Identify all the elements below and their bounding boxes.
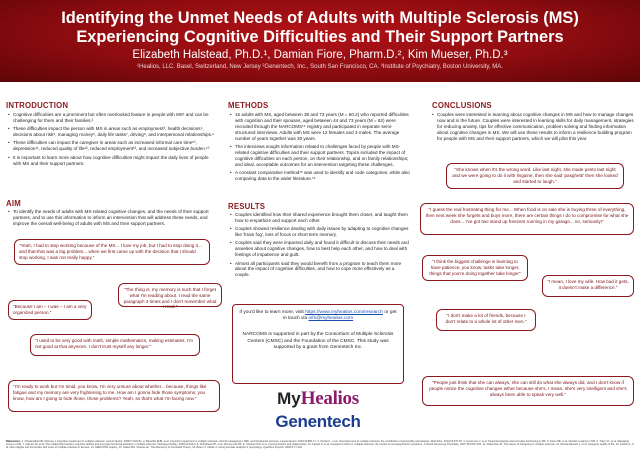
introduction-list xyxy=(8,112,216,169)
list-item: • Almost all participants said they would benefit from a program to teach them more about the impact of cognitive difficulties, and how to cope more effectively as a couple. xyxy=(230,261,410,279)
conclusions-list xyxy=(432,112,634,144)
genentech-logo: Genentech xyxy=(275,412,361,431)
contact-text xyxy=(239,310,397,322)
title-banner xyxy=(0,0,640,82)
quote-box: "I used to be very good with math, simple mathematics, making estimates. I'm not good at that anymore, I don't trust myself any longer." xyxy=(30,334,200,356)
contact-info-box xyxy=(232,304,404,384)
healios-logo xyxy=(248,388,388,410)
quote-box: "I'm ready to work but I'm timid, you know, I'm very unsure about whether... because, things like fatigue and my memory are very frightening to me. How am I gonna hide those symptoms, you know, how am I going to hide those, those problems? Yeah, so that's what I'm facing now." xyxy=(8,380,220,412)
methods-list xyxy=(230,112,410,184)
quote-box: "The thing is, my memory is such that I forget what I'm reading about. I read the same paragraph 3 times and I don't remember what I read." xyxy=(118,283,222,307)
list-item: • A constant comparative method¹⁵ was used to identify and code categories, while also comparing data to the wider literature.¹⁶ xyxy=(230,170,410,182)
healios-logo-prefix: My xyxy=(277,389,301,408)
list-item: • Couples said they were impacted daily and found it difficult to discuss their needs and anxieties about cognitive changes, how to best help each other, and how to deal with feelings of impatience and guilt. xyxy=(230,240,410,258)
references-label: References: xyxy=(6,440,21,443)
quote-box: "I don't make a lot of friends, because I don't relate to a whole lot of other men." xyxy=(436,309,536,331)
quote-box: "Yeah, I had to stop working because of the MS... I love my job, but I had to stop doing it... and that-that was a big problem... when we first came up with the decision that I should stop working, I was not really happy." xyxy=(14,239,210,265)
results-list xyxy=(230,212,410,281)
references xyxy=(6,440,634,456)
list-item: • These difficulties impact the person with MS in areas such as employment³, health decisions⁴, decisions about risk⁵, managing money⁶, daily life tasks⁷, driving⁸, and interpersonal relationships.⁹ xyxy=(8,126,216,138)
contact-connector: or get in touch via xyxy=(282,310,397,322)
references-text: 1. Chiaravalloti ND, DeLuca J. Cognitive impairment in multiple sclerosis. Lancet Neurol. 2008;7:1139-51. 2. Benedict RHB, et al. Cognitive impairment in multiple sclerosis: clinical management, MRI, and therapeutic avenues. Lancet Neurol. 2020;19:860-71. 3. Strober L, et al. Unemployment in multiple sclerosis: the contribution of personality and disease. Mult Scler. 2012;18:647-53. 4. Goverover Y, et al. Financial capacity and everyday functioning in MS. 5. Farez MF, et al. Decision-making in MS. 6. Tracy VL, et al. Managing money in MS. 7. Kalmar JH, et al. The relationship between cognitive deficits and everyday functional activities in multiple sclerosis. Neuropsychology. 2008;22:442-9. 8. Schultheis MT, et al. Driving and MS. 9. Yorkston KM, et al. Communication and relationships. 10. Figved N, et al. Caregiver burden in multiple sclerosis: the impact of neuropsychiatric symptoms. J Neurol Neurosurg Psychiatry. 2007;78:1097-102. 11. Pakenham KI. The nature of caregiving in multiple sclerosis. 12. Rivera-Navarro J, et al. Caregiver quality of life. 13. Kobelt G, et al. New insights into the burden and costs of multiple sclerosis in Europe. 14. NARCOMS registry. 15. Glaser BG, Strauss AL. The Discovery of Grounded Theory. 16. Braun V, Clarke V. Using thematic analysis in psychology. Qual Res Psychol. 2006;3:77-101. xyxy=(6,440,634,450)
list-item: • Couples identified how their shared experience brought them closer, and taught them how to empathize and support each other. xyxy=(230,212,410,224)
affiliations: ¹Healios, LLC. Basel, Switzerland, New Jersey ²Genentech, Inc., South San Francisco, CA. ³Institute of Psychiatry, Boston University, MA. xyxy=(137,64,503,70)
methods-heading: METHODS xyxy=(228,101,269,110)
list-item: • The interviews sought information related to challenges faced by people with MS-related cognitive difficulties and their support partners. Topics included the impact of cognitive difficulties on each person, on their relationship, and on family relationships; and ideal, acceptable outcomes for an intervention targeting these challenges. xyxy=(230,144,410,168)
quote-box: "I think the biggest challenge is learning to have patience, you know, tasks take longer, things that you're doing together take longer" xyxy=(422,255,528,281)
poster-title-line2: Experiencing Cognitive Difficulties and Their Support Partners xyxy=(76,28,564,46)
list-item: • To identify the needs of adults with MS-related cognitive changes, and the needs of their support partners, and to use this information to inform an intervention that will address these needs, and improve the overall well-being of adults with MS and their support partners. xyxy=(8,209,216,227)
quote-box: "People just think that she can always, she can still do what she always did, and I don't know if people notice the cognitive changes either because she's, I mean, she's very intelligent and she's always been able to speak very well." xyxy=(422,376,634,406)
poster-title-line1: Identifying the Unmet Needs of Adults with Multiple Sclerosis (MS) xyxy=(61,9,579,27)
aim-list xyxy=(8,209,216,229)
list-item: • Couples showed resilience dealing with daily issues by adapting to cognitive changes like 'brain fog', loss of focus or short term memory. xyxy=(230,226,410,238)
contact-intro: If you'd like to learn more, visit xyxy=(239,310,304,315)
authors: Elizabeth Halstead, Ph.D.¹, Damian Fiore, Pharm.D.², Kim Mueser, Ph.D.³ xyxy=(132,49,508,61)
funding-statement: NARCOMS is supported in part by the Consortium of Multiple Sclerosis Centers (CMSC) and the Foundation of the CMSC. This study was supported by a grant from Genentech Inc. xyxy=(242,332,394,350)
quote-box: "She knows when it's the wrong word. Like last night, she made pesto last night and we were going to do it with linguine, then she said 'pasghetti' then she looked and started to laugh." xyxy=(446,163,624,189)
quote-box: "I mean, I love my wife. How bad it gets, it doesn't make a difference." xyxy=(542,275,634,297)
research-link[interactable]: https://www.myhealios.com/research xyxy=(305,310,383,315)
quote-box: "I guess the real frustrating thing for me... When food is on sale she is buying three of everything, then next week she forgets and buys more, there are certain things I do to compromise for what she does... I've got two stand up freezers running in my garage... no, seriously!" xyxy=(420,203,634,235)
list-item: • These difficulties can impact the caregiver in areas such as increased informal care time¹⁰, depression¹¹, reduced quality of life¹², reduced employment¹³, and increased subjective burden.¹⁰ xyxy=(8,140,216,152)
healios-logo-name: Healios xyxy=(300,388,359,409)
list-item: • Cognitive difficulties are a prominent but often overlooked feature in people with MS¹ and can be challenging for them and their families.² xyxy=(8,112,216,124)
introduction-heading: INTRODUCTION xyxy=(6,101,69,110)
quote-box: "Because I am – I was – I am a very organized person." xyxy=(8,300,92,320)
list-item: • Couples were interested in learning about cognitive changes in MS and how to manage changes now and in the future. Couples were interested in learning skills for daily management, strategies for reducing anxiety, tips for effective communication, problem solving and finding information about cognitive changes in MS. We will use these results to inform a resilience building program for people with MS and their support partners, which we will pilot this year. xyxy=(432,112,634,142)
email-link[interactable]: info@myhealios.com xyxy=(308,316,354,322)
aim-heading: AIM xyxy=(6,199,21,208)
list-item: • It is important to learn more about how cognitive difficulties might impact the daily lives of people with MS and their support partners. xyxy=(8,155,216,167)
list-item: • 15 adults with MS, aged between 38 and 73 years (M = 60.2) who reported difficulties with cognition and their spouses, aged between 44 and 73 years (M = 62) were recruited through the NARCOMS¹⁴ registry and participated in separate semi-structured interviews. Adults with MS were 12 females and 3 males. The average number of years together was 30 years. xyxy=(230,112,410,142)
results-heading: RESULTS xyxy=(228,202,266,211)
conclusions-heading: CONCLUSIONS xyxy=(432,101,492,110)
